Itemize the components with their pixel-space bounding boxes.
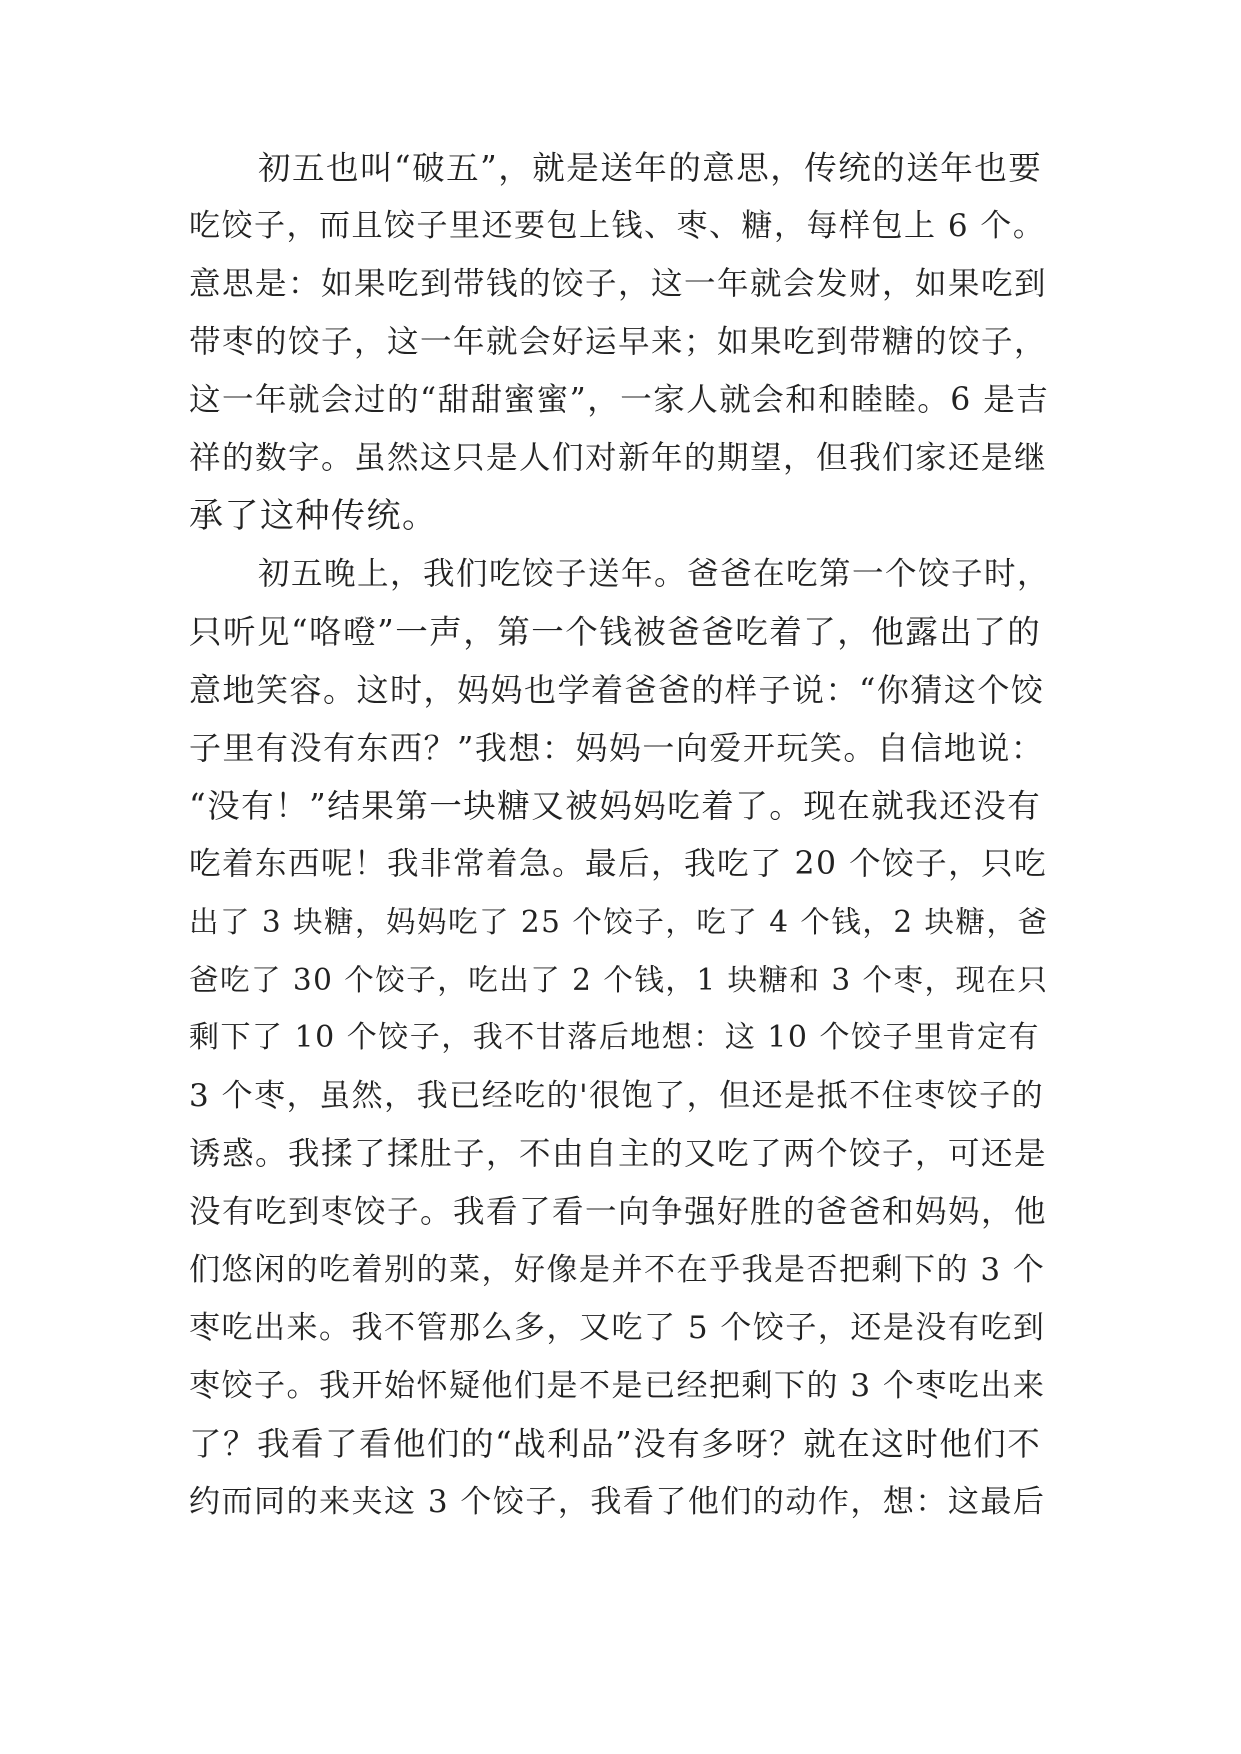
- text-line: 初五也叫“破五”，就是送年的意思，传统的送年也要: [258, 149, 1043, 187]
- text-line: 子里有没有东西？”我想：妈妈一向爱开玩笑。自信地说：: [189, 729, 1045, 767]
- text-line: 们悠闲的吃着别的菜，好像是并不在乎我是否把剩下的 3 个: [189, 1252, 1046, 1288]
- text-line: 枣吃出来。我不管那么多，又吃了 5 个饺子，还是没有吃到: [189, 1310, 1046, 1346]
- text-line: 约而同的来夹这 3 个饺子，我看了他们的动作，想：这最后: [189, 1484, 1046, 1520]
- text-line: 没有吃到枣饺子。我看了看一向争强好胜的爸爸和妈妈，他: [189, 1194, 1048, 1230]
- text-line: 了？我看了看他们的“战利品”没有多呀？就在这时他们不: [189, 1425, 1042, 1463]
- text-line: 诱惑。我揉了揉肚子，不由自主的又吃了两个饺子，可还是: [189, 1136, 1048, 1172]
- text-line: 出了 3 块糖，妈妈吃了 25 个饺子，吃了 4 个钱，2 块糖，爸: [189, 905, 1049, 939]
- text-line: 承了这种传统。: [189, 496, 438, 536]
- text-line: 吃着东西呢！我非常着急。最后，我吃了 20 个饺子，只吃: [189, 846, 1048, 882]
- text-line: 只听见“咯噔”一声，第一个钱被爸爸吃着了，他露出了的: [189, 613, 1042, 651]
- text-line: “没有！”结果第一块糖又被妈妈吃着了。现在就我还没有: [189, 787, 1042, 825]
- text-line: 带枣的饺子，这一年就会好运早来；如果吃到带糖的饺子，: [189, 324, 1048, 360]
- text-line: 3 个枣，虽然，我已经吃的'很饱了，但还是抵不住枣饺子的: [189, 1078, 1045, 1114]
- text-line: 爸吃了 30 个饺子，吃出了 2 个钱，1 块糖和 3 个枣，现在只: [189, 963, 1049, 997]
- text-line: 吃饺子，而且饺子里还要包上钱、枣、糖，每样包上 6 个。: [189, 208, 1046, 244]
- text-line: 意思是：如果吃到带钱的饺子，这一年就会发财，如果吃到: [189, 266, 1048, 302]
- text-line: 这一年就会过的“甜甜蜜蜜”，一家人就会和和睦睦。6 是吉: [189, 382, 1050, 418]
- text-line: 枣饺子。我开始怀疑他们是不是已经把剩下的 3 个枣吃出来: [189, 1368, 1046, 1404]
- text-line: 剩下了 10 个饺子，我不甘落后地想：这 10 个饺子里肯定有: [189, 1020, 1040, 1055]
- text-line: 初五晚上，我们吃饺子送年。爸爸在吃第一个饺子时，: [258, 556, 1051, 592]
- text-line: 祥的数字。虽然这只是人们对新年的期望，但我们家还是继: [189, 440, 1048, 476]
- text-line: 意地笑容。这时，妈妈也学着爸爸的样子说：“你猜这个饺: [189, 671, 1045, 709]
